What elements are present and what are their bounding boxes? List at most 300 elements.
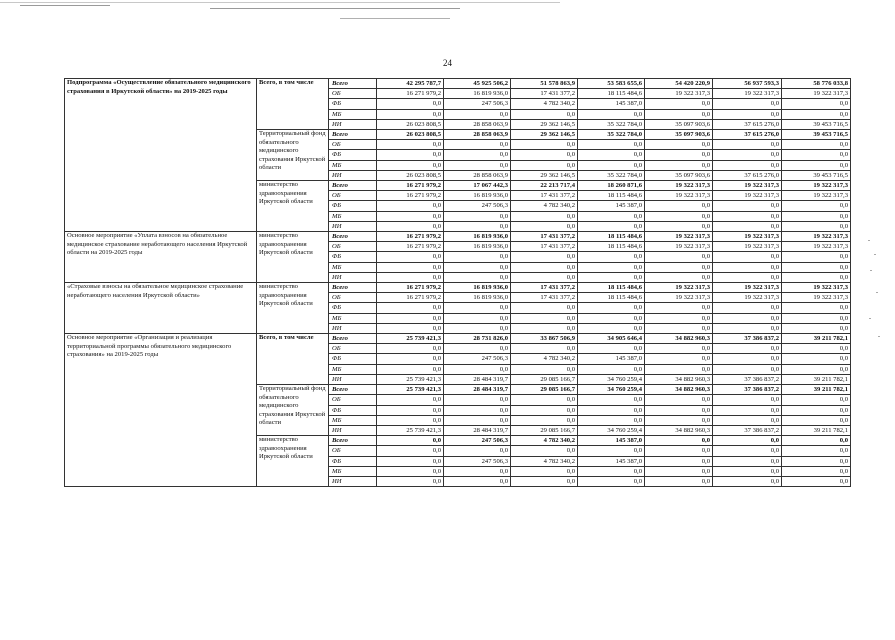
amount-cell: 19 322 317,3 — [645, 283, 713, 293]
amount-cell: 29 085 166,7 — [511, 385, 578, 395]
table-row — [65, 283, 851, 293]
amount-cell: 0,0 — [377, 160, 444, 170]
amount-cell: 25 739 421,3 — [377, 385, 444, 395]
amount-cell: 39 211 782,1 — [782, 385, 851, 395]
amount-cell: 58 776 033,8 — [782, 79, 851, 89]
funding-source: МБ — [329, 415, 377, 425]
amount-cell: 28 858 063,9 — [444, 130, 511, 140]
amount-cell: 0,0 — [444, 466, 511, 476]
amount-cell: 0,0 — [645, 313, 713, 323]
amount-cell: 17 067 442,3 — [444, 181, 511, 191]
amount-cell: 25 739 421,3 — [377, 334, 444, 344]
amount-cell: 0,0 — [645, 446, 713, 456]
amount-cell: 0,0 — [377, 344, 444, 354]
amount-cell: 19 322 317,3 — [782, 283, 851, 293]
amount-cell: 34 882 960,3 — [645, 425, 713, 435]
amount-cell: 0,0 — [713, 323, 782, 333]
program-name: Основное мероприятие «Организация и реализация территориальной программы обязательного медицинского страхования» на 2019-2025 годы — [65, 334, 257, 487]
amount-cell: 4 782 340,2 — [511, 436, 578, 446]
amount-cell: 0,0 — [377, 262, 444, 272]
amount-cell: 0,0 — [578, 466, 645, 476]
funding-source: ИИ — [329, 221, 377, 231]
funding-source: ФБ — [329, 405, 377, 415]
amount-cell: 0,0 — [511, 313, 578, 323]
amount-cell: 0,0 — [511, 323, 578, 333]
amount-cell: 0,0 — [444, 150, 511, 160]
amount-cell: 0,0 — [782, 476, 851, 486]
amount-cell: 0,0 — [511, 150, 578, 160]
amount-cell: 0,0 — [782, 466, 851, 476]
amount-cell: 0,0 — [645, 354, 713, 364]
budget-table — [64, 78, 851, 487]
amount-cell: 19 322 317,3 — [645, 242, 713, 252]
amount-cell: 0,0 — [713, 395, 782, 405]
amount-cell: 0,0 — [511, 160, 578, 170]
scan-artifact — [20, 5, 110, 6]
amount-cell: 0,0 — [782, 395, 851, 405]
funding-source: ОБ — [329, 242, 377, 252]
responsible-executor: Территориальный фонд обязательного медицинского страхования Иркутской области — [257, 130, 329, 181]
funding-source: МБ — [329, 211, 377, 221]
amount-cell: 0,0 — [444, 415, 511, 425]
amount-cell: 0,0 — [444, 140, 511, 150]
amount-cell: 145 387,0 — [578, 99, 645, 109]
amount-cell: 0,0 — [645, 201, 713, 211]
responsible-executor: министерство здравоохранения Иркутской области — [257, 181, 329, 232]
amount-cell: 18 115 484,6 — [578, 293, 645, 303]
amount-cell: 0,0 — [578, 272, 645, 282]
amount-cell: 34 905 646,4 — [578, 334, 645, 344]
funding-source: ФБ — [329, 150, 377, 160]
amount-cell: 19 322 317,3 — [713, 283, 782, 293]
funding-source: Всего — [329, 181, 377, 191]
amount-cell: 0,0 — [444, 446, 511, 456]
amount-cell: 0,0 — [645, 405, 713, 415]
amount-cell: 37 386 837,2 — [713, 374, 782, 384]
amount-cell: 0,0 — [782, 211, 851, 221]
amount-cell: 0,0 — [645, 99, 713, 109]
amount-cell: 0,0 — [511, 211, 578, 221]
amount-cell: 42 295 787,7 — [377, 79, 444, 89]
amount-cell: 0,0 — [782, 415, 851, 425]
amount-cell: 19 322 317,3 — [713, 293, 782, 303]
amount-cell: 0,0 — [645, 262, 713, 272]
amount-cell: 19 322 317,3 — [713, 181, 782, 191]
program-name: Подпрограмма «Осуществление обязательного медицинского страхования в Иркутской области» на 2019-2025 годы — [65, 79, 257, 232]
amount-cell: 28 484 319,7 — [444, 425, 511, 435]
funding-source: ИИ — [329, 374, 377, 384]
amount-cell: 34 760 259,4 — [578, 374, 645, 384]
amount-cell: 0,0 — [713, 221, 782, 231]
amount-cell: 35 322 784,0 — [578, 119, 645, 129]
amount-cell: 0,0 — [713, 252, 782, 262]
amount-cell: 26 023 808,5 — [377, 119, 444, 129]
funding-source: ИИ — [329, 323, 377, 333]
amount-cell: 29 085 166,7 — [511, 374, 578, 384]
amount-cell: 18 115 484,6 — [578, 242, 645, 252]
page-number: 24 — [443, 58, 452, 68]
amount-cell: 56 937 593,3 — [713, 79, 782, 89]
amount-cell: 0,0 — [511, 221, 578, 231]
amount-cell: 0,0 — [511, 405, 578, 415]
amount-cell: 0,0 — [377, 252, 444, 262]
amount-cell: 0,0 — [782, 323, 851, 333]
amount-cell: 0,0 — [713, 99, 782, 109]
amount-cell: 0,0 — [444, 221, 511, 231]
amount-cell: 0,0 — [578, 395, 645, 405]
amount-cell: 0,0 — [645, 211, 713, 221]
amount-cell: 0,0 — [782, 446, 851, 456]
funding-source: ИИ — [329, 272, 377, 282]
amount-cell: 0,0 — [444, 303, 511, 313]
amount-cell: 0,0 — [578, 262, 645, 272]
amount-cell: 17 431 377,2 — [511, 191, 578, 201]
amount-cell: 0,0 — [578, 150, 645, 160]
amount-cell: 0,0 — [782, 272, 851, 282]
amount-cell: 0,0 — [645, 466, 713, 476]
amount-cell: 17 431 377,2 — [511, 293, 578, 303]
amount-cell: 0,0 — [377, 395, 444, 405]
scan-artifact — [0, 2, 560, 3]
amount-cell: 0,0 — [782, 160, 851, 170]
amount-cell: 19 322 317,3 — [713, 191, 782, 201]
amount-cell: 0,0 — [645, 140, 713, 150]
amount-cell: 16 819 936,0 — [444, 191, 511, 201]
amount-cell: 0,0 — [511, 364, 578, 374]
amount-cell: 0,0 — [782, 313, 851, 323]
amount-cell: 25 739 421,3 — [377, 425, 444, 435]
amount-cell: 39 453 716,5 — [782, 130, 851, 140]
amount-cell: 4 782 340,2 — [511, 99, 578, 109]
amount-cell: 28 858 063,9 — [444, 170, 511, 180]
amount-cell: 0,0 — [511, 395, 578, 405]
funding-source: ФБ — [329, 99, 377, 109]
amount-cell: 0,0 — [645, 395, 713, 405]
amount-cell: 16 271 979,2 — [377, 242, 444, 252]
amount-cell: 0,0 — [645, 323, 713, 333]
amount-cell: 0,0 — [444, 272, 511, 282]
funding-source: ИИ — [329, 476, 377, 486]
amount-cell: 0,0 — [377, 272, 444, 282]
amount-cell: 0,0 — [444, 344, 511, 354]
funding-source: ОБ — [329, 140, 377, 150]
funding-source: Всего — [329, 232, 377, 242]
amount-cell: 45 925 506,2 — [444, 79, 511, 89]
funding-source: МБ — [329, 109, 377, 119]
amount-cell: 16 819 936,0 — [444, 293, 511, 303]
amount-cell: 0,0 — [713, 262, 782, 272]
amount-cell: 0,0 — [444, 160, 511, 170]
amount-cell: 29 362 146,5 — [511, 119, 578, 129]
amount-cell: 28 858 063,9 — [444, 119, 511, 129]
responsible-executor: министерство здравоохранения Иркутской области — [257, 232, 329, 283]
amount-cell: 19 322 317,3 — [645, 191, 713, 201]
amount-cell: 22 213 717,4 — [511, 181, 578, 191]
amount-cell: 0,0 — [377, 364, 444, 374]
amount-cell: 0,0 — [444, 476, 511, 486]
amount-cell: 19 322 317,3 — [782, 242, 851, 252]
amount-cell: 0,0 — [578, 160, 645, 170]
amount-cell: 0,0 — [782, 99, 851, 109]
scan-artifact — [210, 8, 460, 9]
amount-cell: 0,0 — [578, 364, 645, 374]
amount-cell: 16 271 979,2 — [377, 232, 444, 242]
amount-cell: 0,0 — [645, 436, 713, 446]
amount-cell: 16 819 936,0 — [444, 89, 511, 99]
funding-source: ОБ — [329, 446, 377, 456]
amount-cell: 0,0 — [645, 364, 713, 374]
funding-source: ФБ — [329, 456, 377, 466]
amount-cell: 37 615 276,0 — [713, 119, 782, 129]
funding-source: ОБ — [329, 344, 377, 354]
amount-cell: 35 322 784,0 — [578, 130, 645, 140]
amount-cell: 0,0 — [377, 405, 444, 415]
amount-cell: 0,0 — [377, 446, 444, 456]
amount-cell: 0,0 — [782, 344, 851, 354]
amount-cell: 0,0 — [713, 150, 782, 160]
amount-cell: 0,0 — [377, 354, 444, 364]
responsible-executor: Территориальный фонд обязательного медицинского страхования Иркутской области — [257, 385, 329, 436]
amount-cell: 0,0 — [578, 211, 645, 221]
funding-source: Всего — [329, 385, 377, 395]
amount-cell: 37 386 837,2 — [713, 385, 782, 395]
amount-cell: 4 782 340,2 — [511, 456, 578, 466]
amount-cell: 39 211 782,1 — [782, 334, 851, 344]
amount-cell: 34 882 960,3 — [645, 334, 713, 344]
amount-cell: 0,0 — [713, 476, 782, 486]
amount-cell: 0,0 — [377, 303, 444, 313]
amount-cell: 0,0 — [713, 466, 782, 476]
amount-cell: 37 386 837,2 — [713, 425, 782, 435]
amount-cell: 0,0 — [578, 252, 645, 262]
funding-source: ОБ — [329, 293, 377, 303]
amount-cell: 0,0 — [511, 466, 578, 476]
amount-cell: 0,0 — [713, 456, 782, 466]
funding-source: Всего — [329, 436, 377, 446]
responsible-executor: министерство здравоохранения Иркутской области — [257, 283, 329, 334]
amount-cell: 247 506,3 — [444, 456, 511, 466]
amount-cell: 0,0 — [511, 303, 578, 313]
amount-cell: 34 760 259,4 — [578, 425, 645, 435]
amount-cell: 19 322 317,3 — [713, 89, 782, 99]
program-name: «Страховые взносы на обязательное медицинское страхование неработающего населения Иркутской области» — [65, 283, 257, 334]
amount-cell: 0,0 — [511, 262, 578, 272]
amount-cell: 0,0 — [377, 456, 444, 466]
amount-cell: 0,0 — [377, 415, 444, 425]
amount-cell: 0,0 — [444, 395, 511, 405]
amount-cell: 18 115 484,6 — [578, 89, 645, 99]
amount-cell: 37 386 837,2 — [713, 334, 782, 344]
amount-cell: 37 615 276,0 — [713, 130, 782, 140]
amount-cell: 0,0 — [713, 201, 782, 211]
amount-cell: 16 819 936,0 — [444, 242, 511, 252]
amount-cell: 29 362 146,5 — [511, 170, 578, 180]
amount-cell: 19 322 317,3 — [645, 232, 713, 242]
amount-cell: 17 431 377,2 — [511, 89, 578, 99]
amount-cell: 53 583 655,6 — [578, 79, 645, 89]
amount-cell: 16 271 979,2 — [377, 181, 444, 191]
amount-cell: 28 731 826,0 — [444, 334, 511, 344]
amount-cell: 0,0 — [578, 476, 645, 486]
amount-cell: 145 387,0 — [578, 201, 645, 211]
amount-cell: 0,0 — [645, 221, 713, 231]
amount-cell: 34 882 960,3 — [645, 374, 713, 384]
amount-cell: 18 115 484,6 — [578, 191, 645, 201]
amount-cell: 0,0 — [713, 405, 782, 415]
margin-marks — [866, 240, 886, 360]
amount-cell: 19 322 317,3 — [645, 293, 713, 303]
amount-cell: 0,0 — [713, 446, 782, 456]
responsible-executor: Всего, в том числе — [257, 79, 329, 130]
amount-cell: 26 023 808,5 — [377, 170, 444, 180]
amount-cell: 19 322 317,3 — [713, 232, 782, 242]
funding-source: ФБ — [329, 354, 377, 364]
funding-source: ИИ — [329, 119, 377, 129]
amount-cell: 0,0 — [511, 344, 578, 354]
amount-cell: 25 739 421,3 — [377, 374, 444, 384]
amount-cell: 35 322 784,0 — [578, 170, 645, 180]
amount-cell: 0,0 — [782, 201, 851, 211]
amount-cell: 0,0 — [377, 109, 444, 119]
amount-cell: 0,0 — [713, 354, 782, 364]
amount-cell: 16 271 979,2 — [377, 283, 444, 293]
responsible-executor: Всего, в том числе — [257, 334, 329, 385]
amount-cell: 247 506,3 — [444, 354, 511, 364]
table-row — [65, 232, 851, 242]
amount-cell: 0,0 — [645, 252, 713, 262]
amount-cell: 0,0 — [645, 456, 713, 466]
amount-cell: 0,0 — [511, 252, 578, 262]
funding-source: МБ — [329, 364, 377, 374]
amount-cell: 0,0 — [511, 109, 578, 119]
funding-source: МБ — [329, 160, 377, 170]
funding-source: МБ — [329, 313, 377, 323]
amount-cell: 0,0 — [782, 436, 851, 446]
amount-cell: 18 260 871,6 — [578, 181, 645, 191]
amount-cell: 0,0 — [377, 466, 444, 476]
amount-cell: 0,0 — [578, 140, 645, 150]
amount-cell: 0,0 — [782, 364, 851, 374]
funding-source: ОБ — [329, 89, 377, 99]
amount-cell: 0,0 — [578, 446, 645, 456]
amount-cell: 0,0 — [377, 150, 444, 160]
amount-cell: 145 387,0 — [578, 436, 645, 446]
amount-cell: 16 819 936,0 — [444, 283, 511, 293]
amount-cell: 0,0 — [713, 364, 782, 374]
amount-cell: 0,0 — [377, 221, 444, 231]
funding-source: МБ — [329, 466, 377, 476]
amount-cell: 0,0 — [713, 344, 782, 354]
amount-cell: 29 085 166,7 — [511, 425, 578, 435]
amount-cell: 0,0 — [713, 109, 782, 119]
table-row — [65, 79, 851, 89]
amount-cell: 18 115 484,6 — [578, 283, 645, 293]
amount-cell: 0,0 — [444, 252, 511, 262]
amount-cell: 4 782 340,2 — [511, 354, 578, 364]
amount-cell: 0,0 — [511, 272, 578, 282]
amount-cell: 0,0 — [645, 109, 713, 119]
budget-table-body — [65, 79, 851, 487]
amount-cell: 0,0 — [713, 211, 782, 221]
amount-cell: 145 387,0 — [578, 354, 645, 364]
amount-cell: 0,0 — [782, 140, 851, 150]
amount-cell: 19 322 317,3 — [713, 242, 782, 252]
funding-source: ФБ — [329, 252, 377, 262]
amount-cell: 0,0 — [782, 405, 851, 415]
amount-cell: 0,0 — [713, 160, 782, 170]
amount-cell: 0,0 — [713, 303, 782, 313]
funding-source: Всего — [329, 283, 377, 293]
amount-cell: 29 362 146,5 — [511, 130, 578, 140]
amount-cell: 0,0 — [444, 211, 511, 221]
amount-cell: 0,0 — [377, 211, 444, 221]
amount-cell: 37 615 276,0 — [713, 170, 782, 180]
funding-source: ФБ — [329, 303, 377, 313]
funding-source: Всего — [329, 130, 377, 140]
amount-cell: 0,0 — [782, 109, 851, 119]
amount-cell: 19 322 317,3 — [782, 181, 851, 191]
amount-cell: 19 322 317,3 — [782, 191, 851, 201]
amount-cell: 247 506,3 — [444, 201, 511, 211]
funding-source: ФБ — [329, 201, 377, 211]
amount-cell: 0,0 — [713, 140, 782, 150]
amount-cell: 17 431 377,2 — [511, 283, 578, 293]
funding-source: Всего — [329, 334, 377, 344]
amount-cell: 0,0 — [377, 323, 444, 333]
amount-cell: 28 484 319,7 — [444, 385, 511, 395]
amount-cell: 0,0 — [713, 415, 782, 425]
amount-cell: 247 506,3 — [444, 99, 511, 109]
amount-cell: 0,0 — [377, 201, 444, 211]
amount-cell: 54 420 220,9 — [645, 79, 713, 89]
amount-cell: 51 578 863,9 — [511, 79, 578, 89]
amount-cell: 0,0 — [511, 476, 578, 486]
amount-cell: 39 211 782,1 — [782, 374, 851, 384]
amount-cell: 35 097 903,6 — [645, 170, 713, 180]
amount-cell: 0,0 — [377, 436, 444, 446]
amount-cell: 16 271 979,2 — [377, 191, 444, 201]
amount-cell: 0,0 — [578, 415, 645, 425]
amount-cell: 19 322 317,3 — [645, 181, 713, 191]
amount-cell: 0,0 — [645, 160, 713, 170]
amount-cell: 0,0 — [578, 405, 645, 415]
amount-cell: 18 115 484,6 — [578, 232, 645, 242]
amount-cell: 0,0 — [578, 109, 645, 119]
amount-cell: 0,0 — [713, 436, 782, 446]
amount-cell: 0,0 — [782, 262, 851, 272]
amount-cell: 33 867 506,9 — [511, 334, 578, 344]
amount-cell: 0,0 — [578, 313, 645, 323]
amount-cell: 0,0 — [645, 272, 713, 282]
amount-cell: 0,0 — [377, 140, 444, 150]
amount-cell: 145 387,0 — [578, 456, 645, 466]
amount-cell: 19 322 317,3 — [782, 89, 851, 99]
amount-cell: 35 097 903,6 — [645, 119, 713, 129]
scan-artifact — [340, 18, 450, 19]
amount-cell: 19 322 317,3 — [782, 232, 851, 242]
amount-cell: 0,0 — [444, 364, 511, 374]
funding-source: ИИ — [329, 170, 377, 180]
amount-cell: 0,0 — [444, 405, 511, 415]
amount-cell: 0,0 — [713, 272, 782, 282]
funding-source: ОБ — [329, 395, 377, 405]
amount-cell: 0,0 — [782, 221, 851, 231]
amount-cell: 39 453 716,5 — [782, 170, 851, 180]
funding-source: Всего — [329, 79, 377, 89]
amount-cell: 16 819 936,0 — [444, 232, 511, 242]
amount-cell: 0,0 — [444, 313, 511, 323]
amount-cell: 0,0 — [377, 476, 444, 486]
